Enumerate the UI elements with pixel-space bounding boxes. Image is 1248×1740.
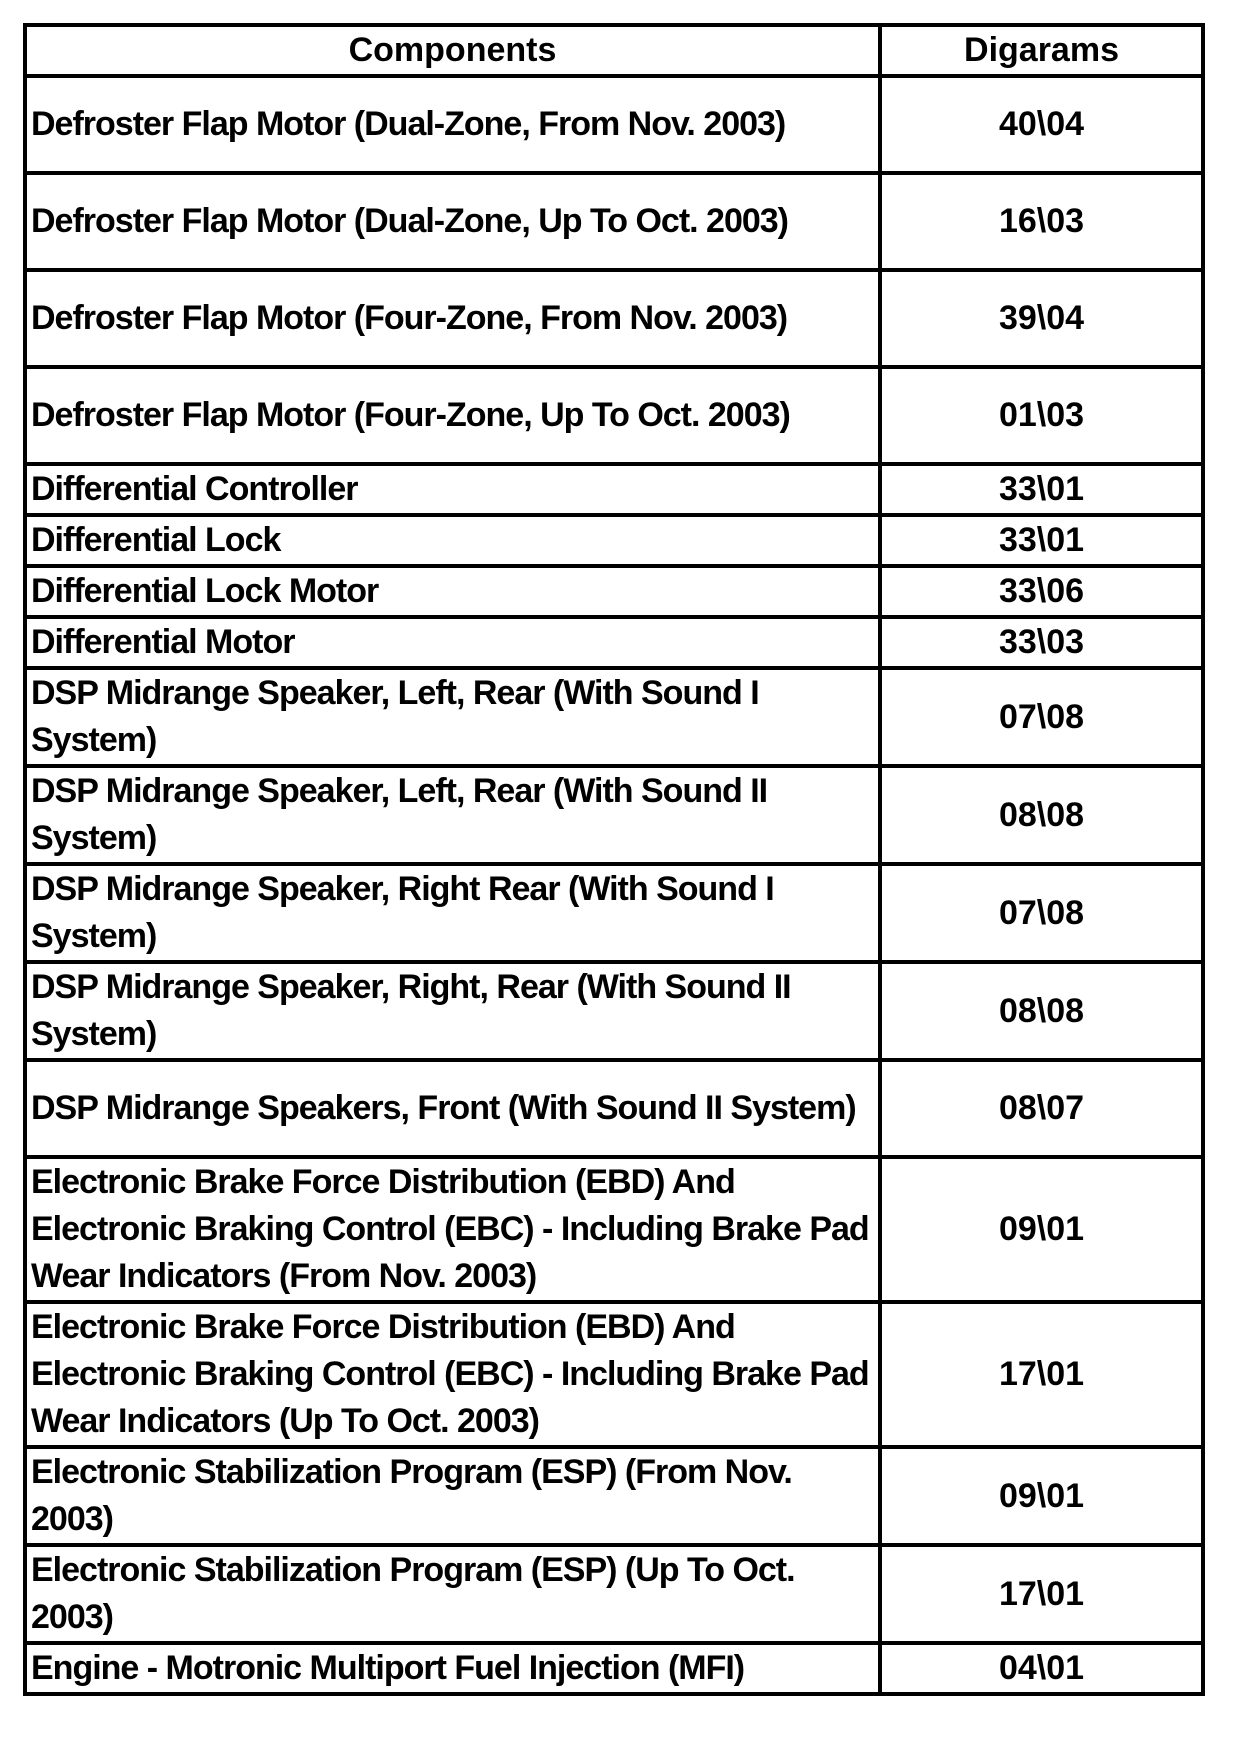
diagram-cell: 07\08 (880, 668, 1203, 766)
component-cell: Defroster Flap Motor (Four-Zone, Up To Oct. 2003) (25, 367, 880, 464)
diagram-cell: 33\01 (880, 464, 1203, 515)
table-row (25, 464, 1203, 515)
table-row (25, 1643, 1203, 1694)
diagram-cell: 01\03 (880, 367, 1203, 464)
header-row (25, 25, 1203, 76)
table-row (25, 1060, 1203, 1157)
header-components: Components (25, 25, 880, 76)
diagram-cell: 17\01 (880, 1545, 1203, 1643)
diagram-cell: 09\01 (880, 1157, 1203, 1302)
diagram-cell: 33\01 (880, 515, 1203, 566)
component-cell: Differential Lock (25, 515, 880, 566)
diagram-cell: 08\07 (880, 1060, 1203, 1157)
table-row (25, 1447, 1203, 1545)
diagram-cell: 08\08 (880, 766, 1203, 864)
table-row (25, 270, 1203, 367)
component-cell: Differential Lock Motor (25, 566, 880, 617)
diagram-cell: 17\01 (880, 1302, 1203, 1447)
component-cell: Engine - Motronic Multiport Fuel Injection (MFI) (25, 1643, 880, 1694)
diagram-cell: 33\03 (880, 617, 1203, 668)
component-cell: Differential Controller (25, 464, 880, 515)
component-cell: DSP Midrange Speaker, Right, Rear (With Sound II System) (25, 962, 880, 1060)
table-row (25, 173, 1203, 270)
table-row (25, 76, 1203, 173)
component-cell: DSP Midrange Speaker, Right Rear (With Sound I System) (25, 864, 880, 962)
diagram-cell: 39\04 (880, 270, 1203, 367)
component-cell: Electronic Brake Force Distribution (EBD) And Electronic Braking Control (EBC) - Including Brake Pad Wear Indicators (From Nov. 2003) (25, 1157, 880, 1302)
diagram-cell: 33\06 (880, 566, 1203, 617)
component-cell: Electronic Brake Force Distribution (EBD) And Electronic Braking Control (EBC) - Including Brake Pad Wear Indicators (Up To Oct. 2003) (25, 1302, 880, 1447)
table-row (25, 566, 1203, 617)
diagram-cell: 16\03 (880, 173, 1203, 270)
table-row (25, 962, 1203, 1060)
diagram-cell: 04\01 (880, 1643, 1203, 1694)
table-row (25, 617, 1203, 668)
component-cell: Differential Motor (25, 617, 880, 668)
component-cell: DSP Midrange Speaker, Left, Rear (With Sound I System) (25, 668, 880, 766)
component-cell: Defroster Flap Motor (Four-Zone, From Nov. 2003) (25, 270, 880, 367)
table-row (25, 515, 1203, 566)
table-row (25, 1545, 1203, 1643)
diagram-cell: 40\04 (880, 76, 1203, 173)
component-cell: Electronic Stabilization Program (ESP) (From Nov. 2003) (25, 1447, 880, 1545)
component-diagram-table (23, 23, 1205, 1696)
table-body (25, 76, 1203, 1694)
diagram-cell: 09\01 (880, 1447, 1203, 1545)
component-cell: DSP Midrange Speakers, Front (With Sound II System) (25, 1060, 880, 1157)
table-row (25, 1157, 1203, 1302)
component-cell: Defroster Flap Motor (Dual-Zone, Up To Oct. 2003) (25, 173, 880, 270)
component-cell: Electronic Stabilization Program (ESP) (Up To Oct. 2003) (25, 1545, 880, 1643)
table-row (25, 864, 1203, 962)
header-diagrams: Digarams (880, 25, 1203, 76)
diagram-cell: 08\08 (880, 962, 1203, 1060)
diagram-cell: 07\08 (880, 864, 1203, 962)
table-row (25, 668, 1203, 766)
component-cell: DSP Midrange Speaker, Left, Rear (With Sound II System) (25, 766, 880, 864)
component-cell: Defroster Flap Motor (Dual-Zone, From Nov. 2003) (25, 76, 880, 173)
table-row (25, 766, 1203, 864)
table-row (25, 367, 1203, 464)
table-row (25, 1302, 1203, 1447)
